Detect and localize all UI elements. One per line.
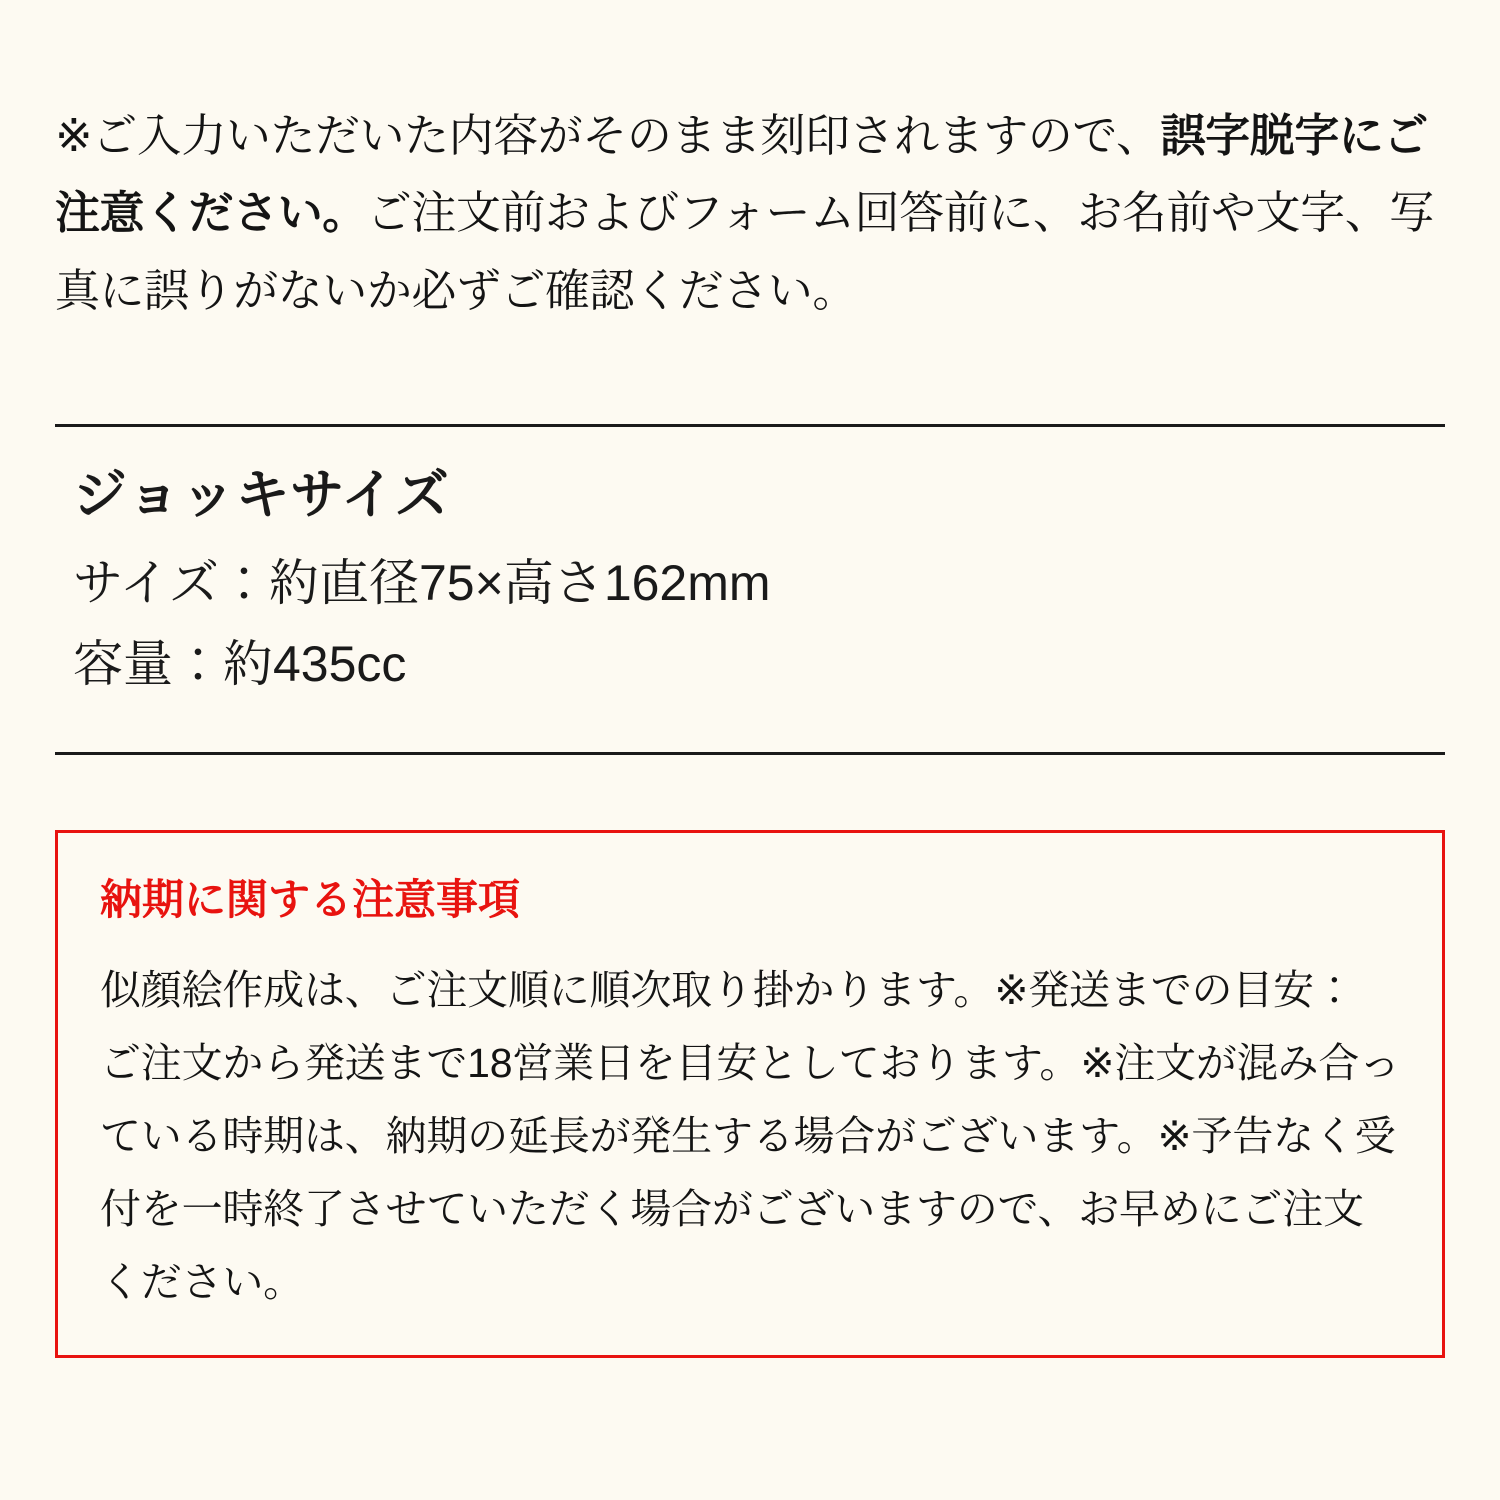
size-spec-section [55, 427, 1445, 702]
engraving-notice-part1: ※ご入力いただいた内容がそのまま刻印されますので、 [55, 110, 1161, 161]
engraving-notice-part2: ご注文前およびフォーム回答前に、お名前や文字、写真に誤りがないか必ずご確認ください。 [55, 187, 1434, 316]
delivery-warning-body: 似顔絵作成は、ご注文順に順次取り掛かります。※発送までの目安： ご注文から発送まで18営業日を目安としております。※注文が混み合っている時期は、納期の延長が発生する場合がございます。※予告なく受付を一時終了させていただく場合がございますので、お早めにご注文ください。 [100, 966, 1400, 1305]
delivery-warning-box [55, 830, 1445, 1357]
size-capacity-text: 容量：約435cc [73, 636, 407, 693]
delivery-warning-heading: 納期に関する注意事項 [100, 876, 521, 924]
size-spec-heading: ジョッキサイズ [73, 465, 450, 526]
engraving-notice [55, 97, 1445, 329]
size-dimensions-text: サイズ：約直径75×高さ162mm [73, 555, 771, 612]
divider-bottom [55, 752, 1445, 755]
engraving-notice-emphasis: 誤字脱字にご注意ください。 [55, 110, 1428, 239]
